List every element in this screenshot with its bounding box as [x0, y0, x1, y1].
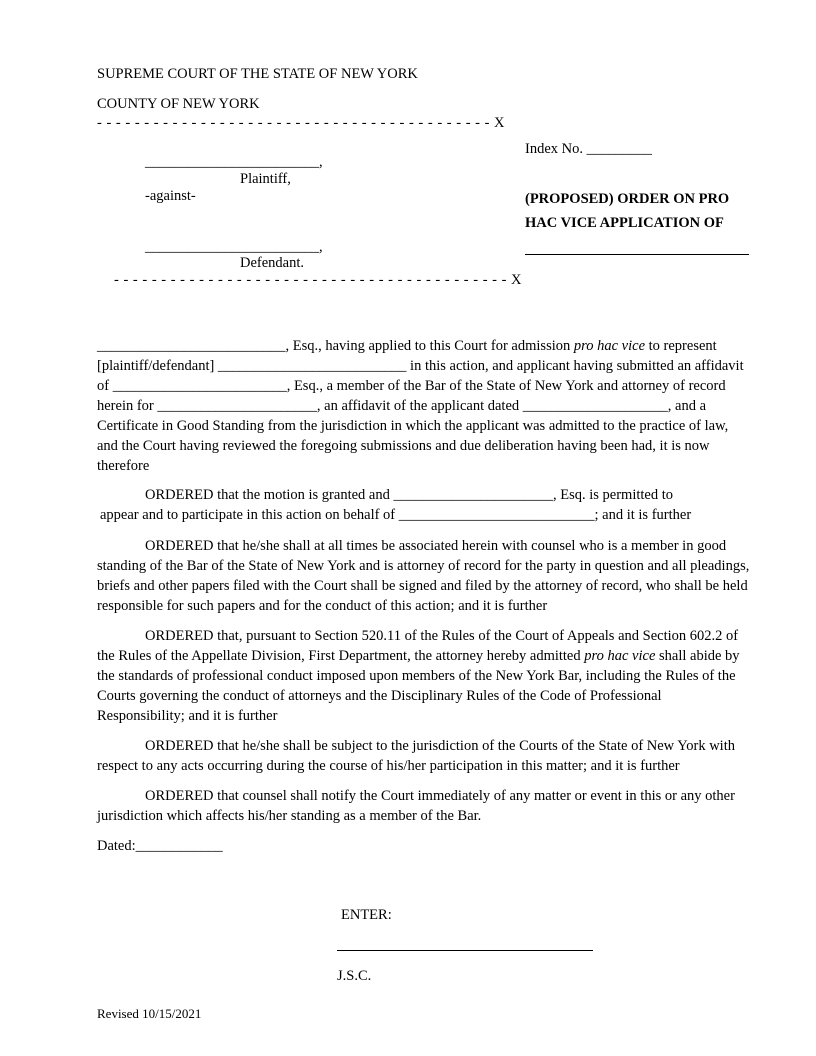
intro-paragraph	[97, 336, 752, 476]
index-number: Index No. _________	[525, 141, 652, 157]
order-1-line-2: appear and to participate in this action on behalf of ___________________________; and it is further	[100, 507, 692, 523]
jsc-label: J.S.C.	[337, 968, 372, 984]
judge-signature-line	[337, 950, 593, 951]
court-name: SUPREME COURT OF THE STATE OF NEW YORK	[97, 66, 418, 82]
intro-pro-hac-vice: pro hac vice	[573, 338, 646, 354]
caption-top-dash-line: - - - - - - - - - - - - - - - - - - - - - - - - - - - - - - - - - - - - - - - - - - X	[97, 115, 506, 131]
intro-text-start: __________________________, Esq., having applied to this Court for admission	[97, 338, 574, 354]
order-2-paragraph	[97, 536, 752, 616]
order-3-pro-hac-vice: pro hac vice	[584, 648, 656, 664]
order-1-line-1: ORDERED that the motion is granted and ______________________, Esq. is permitted to	[145, 487, 673, 503]
county-name: COUNTY OF NEW YORK	[97, 96, 260, 112]
revised-date: Revised 10/15/2021	[97, 1006, 202, 1021]
order-5-paragraph	[97, 786, 752, 826]
defendant-label: Defendant.	[240, 255, 305, 271]
plaintiff-label: Plaintiff,	[240, 171, 291, 187]
order-5-text: ORDERED that counsel shall notify the Court immediately of any matter or event in this or any other jurisdiction which affects his/her standing as a member of the Bar.	[97, 788, 735, 824]
against-label: -against-	[145, 188, 196, 204]
applicant-name-line	[525, 254, 749, 255]
order-title-line-1: (PROPOSED) ORDER ON PRO	[525, 191, 730, 207]
order-4-paragraph	[97, 736, 752, 776]
order-4-text: ORDERED that he/she shall be subject to the jurisdiction of the Courts of the State of New York with respect to any acts occurring during the course of his/her participation in this matter; and it is further	[97, 738, 735, 774]
defendant-blank: ________________________,	[145, 239, 323, 255]
order-3-paragraph	[97, 626, 752, 726]
order-2-text: ORDERED that he/she shall at all times be associated herein with counsel who is a member in good standing of the Bar of the State of New York and is attorney of record for the party in question and all pleadings, briefs and other papers filed with the Court shall be signed and filed by the attorney of record, who shall be held responsible for such papers and for the conduct of this action; and it is further	[97, 538, 750, 614]
plaintiff-blank: ________________________,	[145, 154, 323, 170]
order-3-text-end: shall abide by the standards of professional conduct imposed upon members of the New York Bar, including the Rules of the Courts governing the conduct of attorneys and the Disciplinary Rules of the Code of Professional Responsibility; and it is further	[97, 648, 740, 724]
dated-field: Dated:____________	[97, 838, 223, 854]
order-title-line-2: HAC VICE APPLICATION OF	[525, 215, 724, 231]
intro-text-end: to represent [plaintiff/defendant] __________________________ in this action, and applicant having submitted an affidavit of ________________________, Esq., a member of the Bar of the State of New York and attorney of record herein for ______________________, an affidavit of the applicant dated ____________________, and a Certificate in Good Standing from the jurisdiction in which the applicant was admitted to the practice of law, and the Court having reviewed the foregoing submissions and due deliberation having been had, it is now therefore	[97, 338, 744, 474]
caption-bottom-dash-line: - - - - - - - - - - - - - - - - - - - - - - - - - - - - - - - - - - - - - - - - - - X	[114, 272, 523, 288]
enter-label: ENTER:	[341, 907, 392, 923]
order-3-text-start: ORDERED that, pursuant to Section 520.11 of the Rules of the Court of Appeals and Section 602.2 of the Rules of the Appellate Division, First Department, the attorney hereby admitted	[97, 628, 739, 664]
